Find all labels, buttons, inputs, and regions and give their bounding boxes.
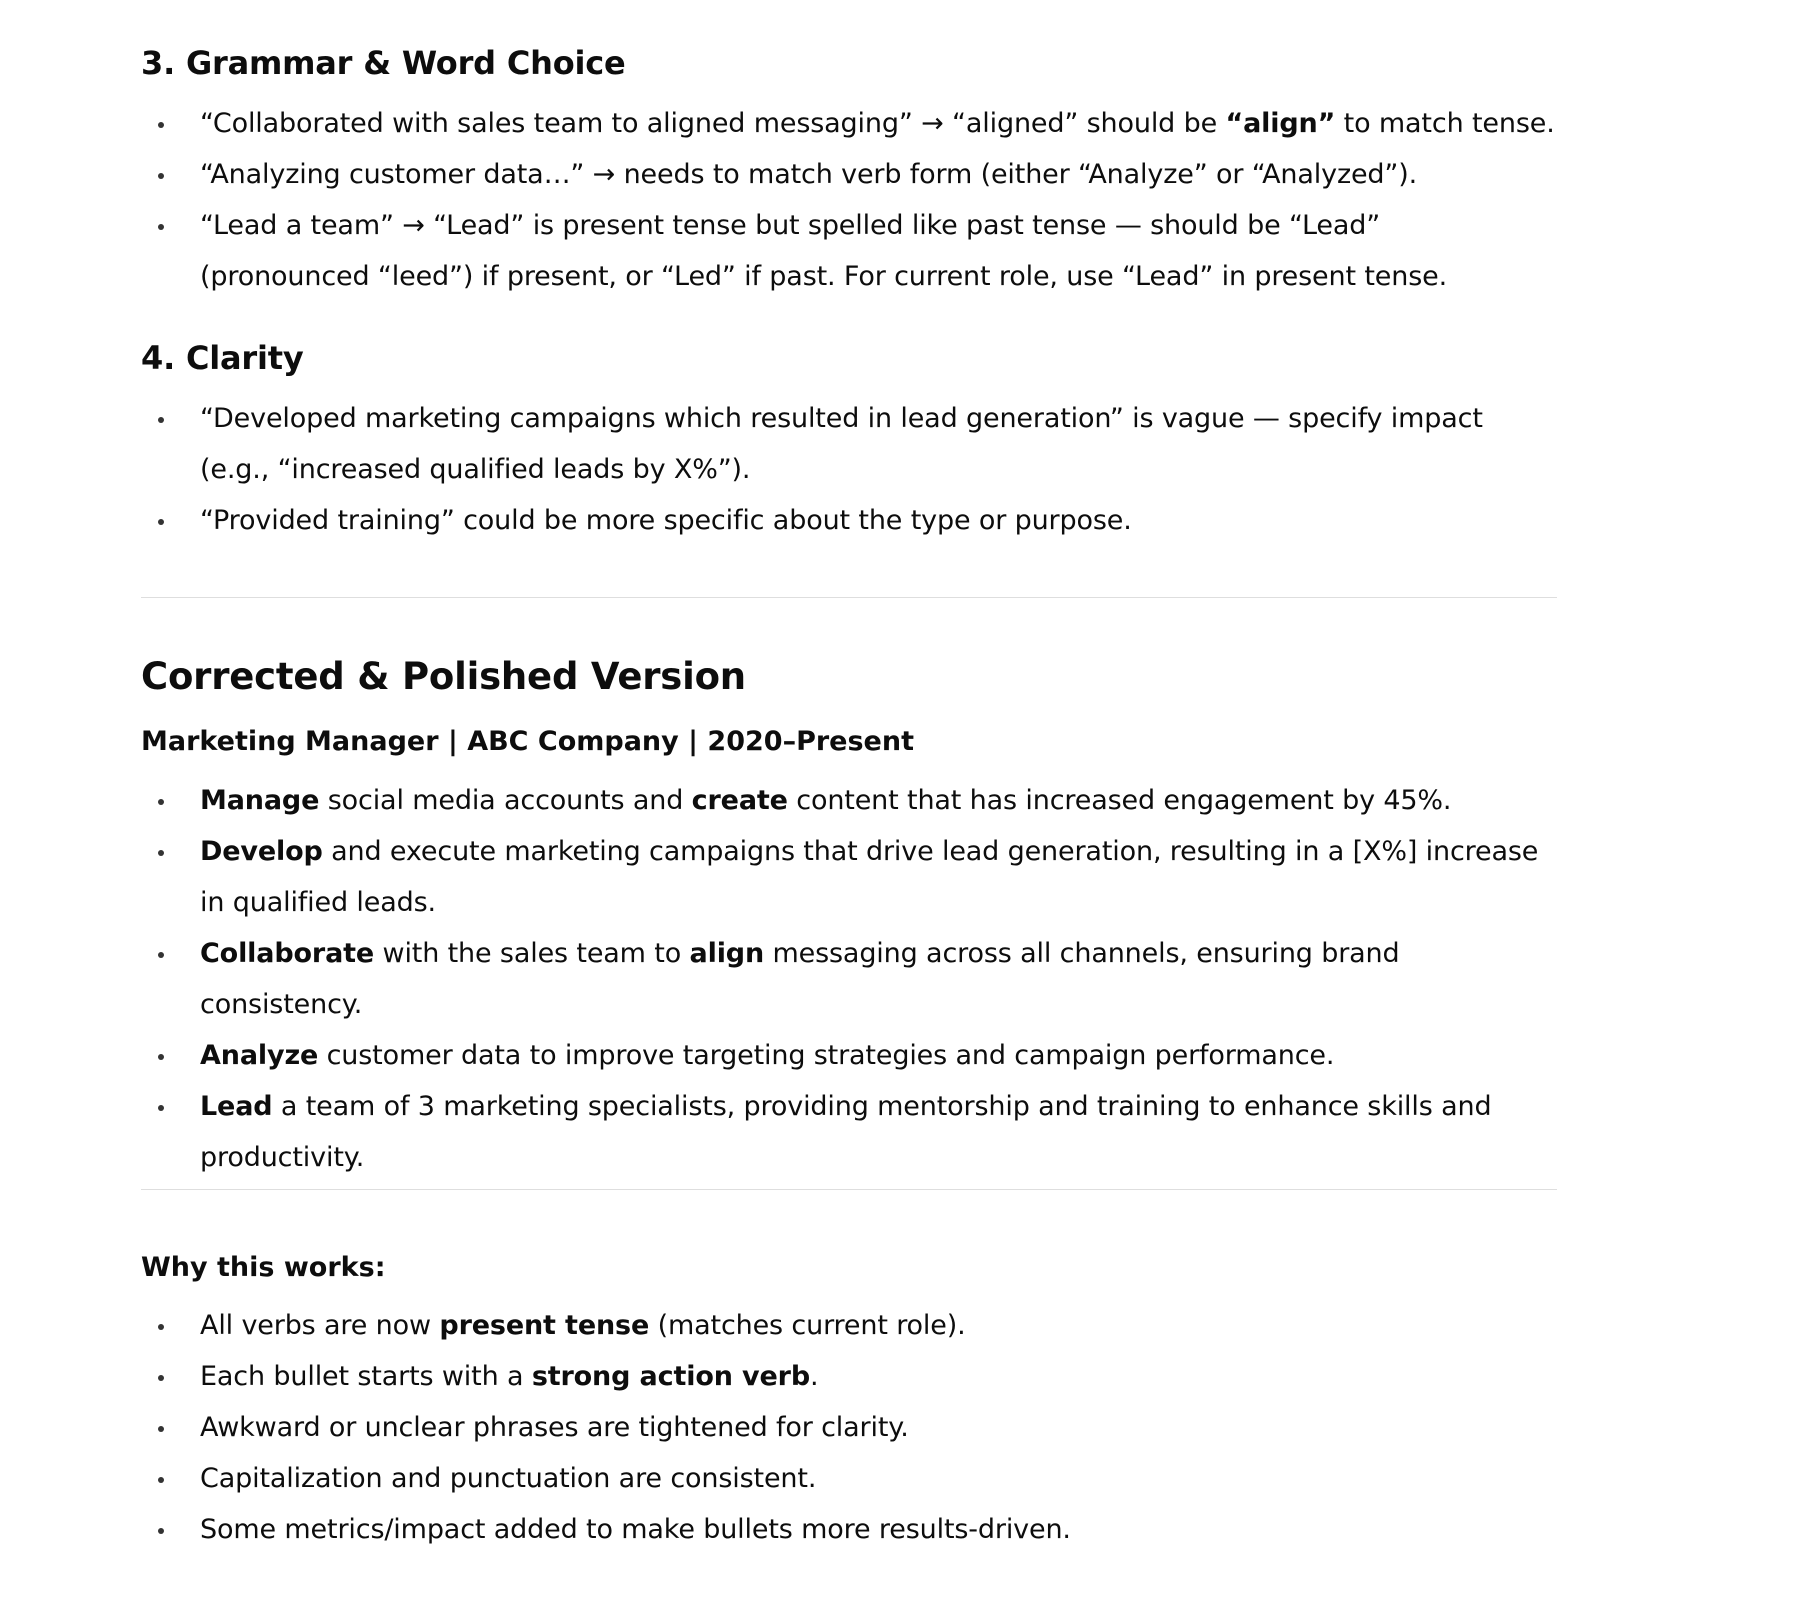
list-item [141,1351,1557,1402]
bullet-dot [158,1426,164,1432]
list-item-text: Some metrics/impact added to make bullets more results-driven. [200,1514,1071,1545]
list-item [141,393,1557,495]
bullet-dot [158,1105,164,1111]
bullet-dot [158,1477,164,1483]
section-heading-clarity: 4. Clarity [141,339,304,377]
list-item [141,200,1557,302]
list-item-text: . [810,1361,819,1392]
list-item-text: “Provided training” could be more specific about the type or purpose. [200,505,1132,536]
bold-text: align [689,938,765,969]
divider [141,1189,1557,1190]
list-item [141,495,1557,546]
list-item [141,1300,1557,1351]
list-item-text: (matches current role). [649,1310,966,1341]
bullet-dot [158,519,164,525]
section-heading-grammar: 3. Grammar & Word Choice [141,44,626,82]
list-item [141,1402,1557,1453]
why-this-works-heading: Why this works: [141,1252,386,1283]
list-item [141,826,1557,928]
list-item-text: content that has increased engagement by 45%. [787,785,1452,816]
bold-text: “align” [1225,108,1336,139]
divider [141,597,1557,598]
list-item-text: “Analyzing customer data…” → needs to match verb form (either “Analyze” or “Analyzed”). [200,159,1418,190]
bold-text: create [691,785,788,816]
bold-text: Analyze [200,1040,319,1071]
bullet-dot [158,799,164,805]
bold-text: Collaborate [200,938,375,969]
list-item-text: customer data to improve targeting strategies and campaign performance. [318,1040,1335,1071]
list-item [141,1030,1557,1081]
list-item-text: to match tense. [1335,108,1555,139]
bold-text: Lead [200,1091,273,1122]
list-item-text: Awkward or unclear phrases are tightened for clarity. [200,1412,909,1443]
list-item-text: Capitalization and punctuation are consistent. [200,1463,817,1494]
list-item [141,1081,1557,1183]
bullet-dot [158,417,164,423]
why-list [141,1300,1557,1555]
job-title-line: Marketing Manager | ABC Company | 2020–Present [141,726,914,757]
bold-text: strong action verb [531,1361,811,1392]
list-item [141,98,1557,149]
bold-text: present tense [439,1310,650,1341]
bullet-dot [158,850,164,856]
bullet-dot [158,173,164,179]
corrected-version-heading: Corrected & Polished Version [141,655,746,698]
bullet-dot [158,1054,164,1060]
list-item-text: “Collaborated with sales team to aligned messaging” → “aligned” should be [200,108,1226,139]
list-item-text: “Developed marketing campaigns which resulted in lead generation” is vague — specify impact (e.g., “increased qualified leads by X%”). [200,403,1483,485]
list-item [141,1504,1557,1555]
clarity-list [141,393,1557,546]
bullet-dot [158,224,164,230]
list-item-text: All verbs are now [200,1310,440,1341]
bullet-dot [158,952,164,958]
list-item-text: with the sales team to [374,938,690,969]
list-item-text: Each bullet starts with a [200,1361,532,1392]
list-item-text: a team of 3 marketing specialists, providing mentorship and training to enhance skills and productivity. [200,1091,1492,1173]
list-item-text: “Lead a team” → “Lead” is present tense but spelled like past tense — should be “Lead” (pronounced “leed”) if present, or “Led” if past. For current role, use “Lead” in present tense. [200,210,1448,292]
bold-text: Manage [200,785,320,816]
list-item [141,775,1557,826]
bullet-dot [158,1324,164,1330]
list-item [141,1453,1557,1504]
bold-text: Develop [200,836,323,867]
list-item-text: and execute marketing campaigns that drive lead generation, resulting in a [X%] increase in qualified leads. [200,836,1539,918]
corrected-bullets-list [141,775,1557,1183]
bullet-dot [158,1375,164,1381]
list-item [141,928,1557,1030]
list-item-text: social media accounts and [319,785,692,816]
bullet-dot [158,122,164,128]
grammar-list [141,98,1557,302]
list-item-text: messaging across all channels, ensuring brand consistency. [200,938,1400,1020]
bullet-dot [158,1528,164,1534]
list-item [141,149,1557,200]
